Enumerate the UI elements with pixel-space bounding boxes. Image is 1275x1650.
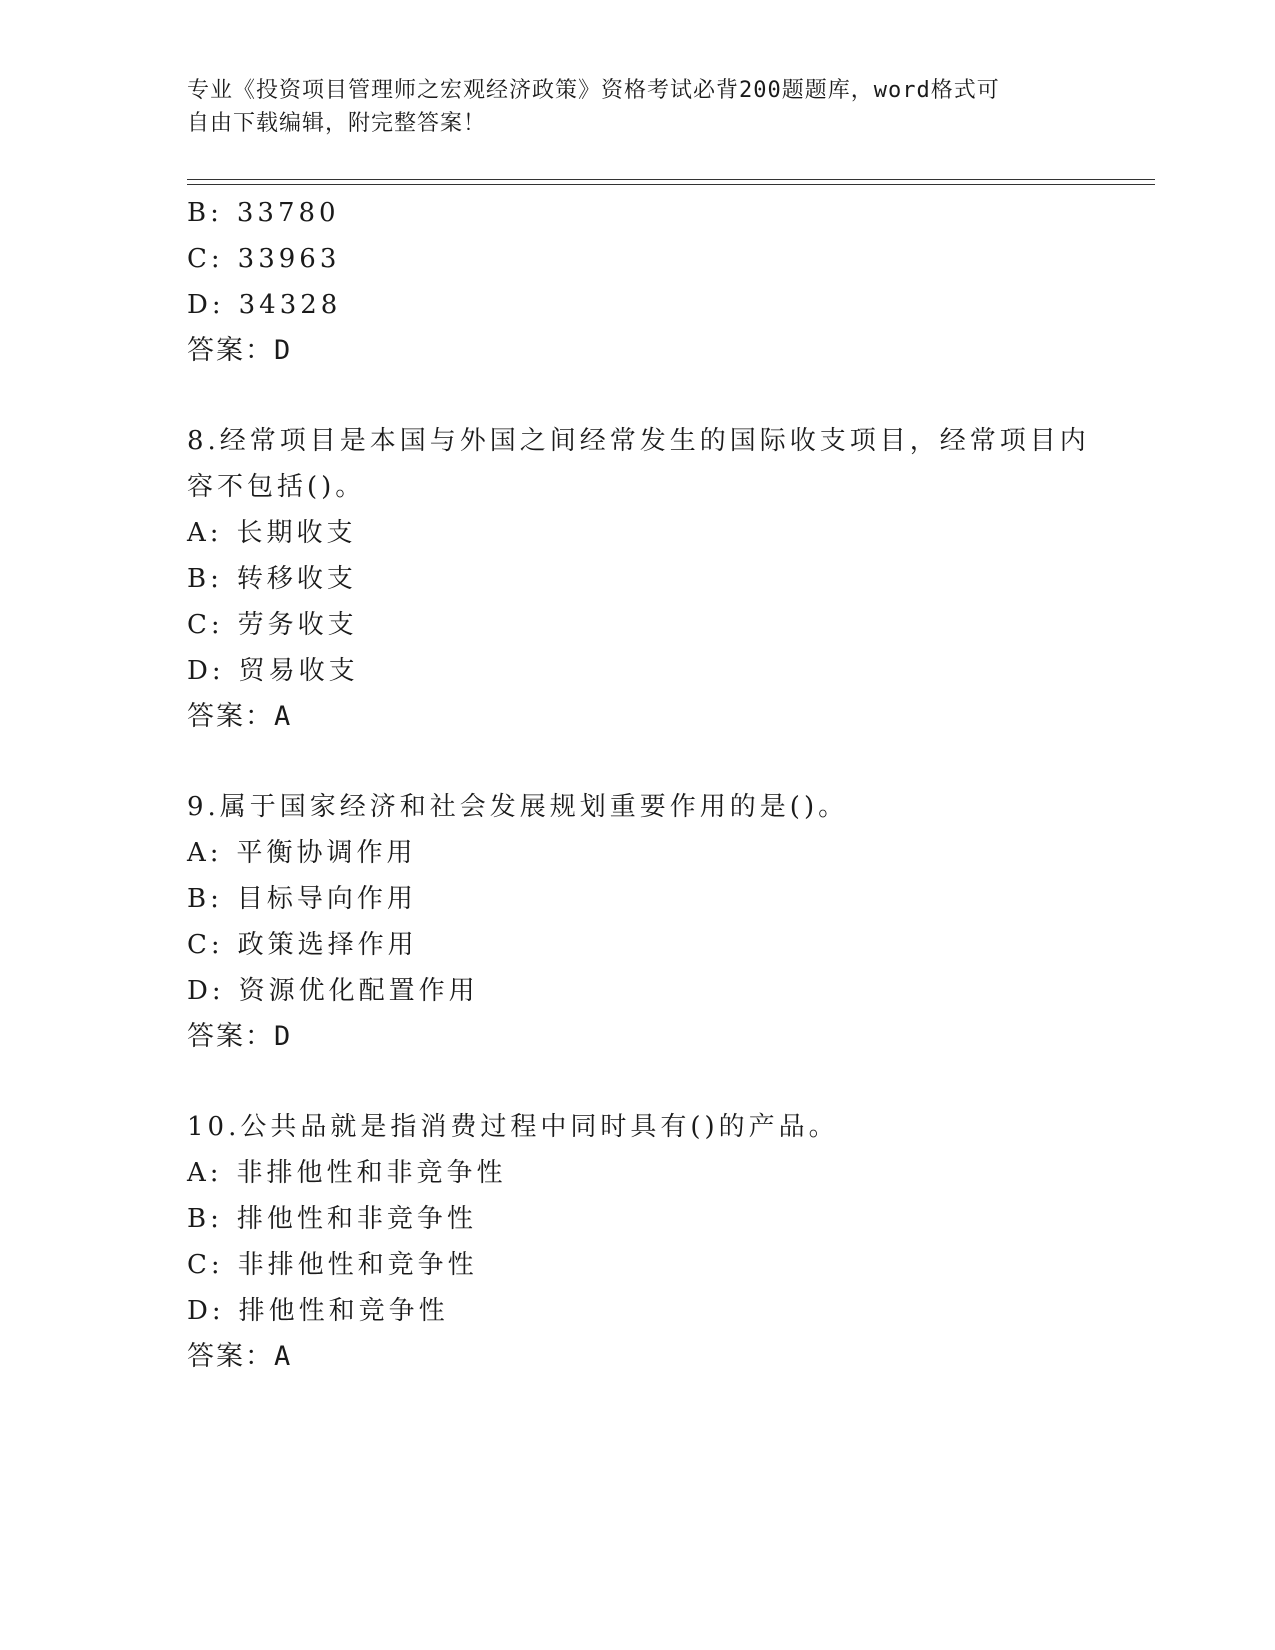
option-letter: A: <box>187 1158 223 1188</box>
option-letter: A: <box>187 838 223 868</box>
option-text: 平衡协调作用 <box>236 838 417 868</box>
option-letter: B: <box>187 884 223 914</box>
option-letter: B: <box>187 1204 223 1234</box>
option-text: 资源优化配置作用 <box>238 976 479 1006</box>
option-c <box>187 922 1087 968</box>
option-text: 贸易收支 <box>238 656 359 686</box>
answer-line: 答案：A <box>187 1341 293 1372</box>
option-b <box>187 190 1087 236</box>
question-stem-line-1: 9.属于国家经济和社会发展规划重要作用的是()。 <box>187 792 849 822</box>
header-line-2: 自由下载编辑，附完整答案！ <box>187 111 487 136</box>
document-header <box>187 74 1087 140</box>
option-letter: D: <box>187 976 225 1006</box>
option-text: 长期收支 <box>236 518 357 548</box>
option-letter: C: <box>187 244 224 274</box>
option-letter: C: <box>187 930 224 960</box>
answer-line: 答案：A <box>187 701 293 732</box>
option-text: 劳务收支 <box>237 610 358 640</box>
option-d <box>187 282 1087 328</box>
option-text: 目标导向作用 <box>236 884 417 914</box>
option-text: 转移收支 <box>236 564 357 594</box>
answer-line: 答案：D <box>187 335 293 366</box>
option-text: 33963 <box>237 244 341 274</box>
option-text: 排他性和非竞争性 <box>236 1204 477 1234</box>
header-divider-bottom <box>187 184 1155 185</box>
question-stem-line-1: 8.经常项目是本国与外国之间经常发生的国际收支项目，经常项目内 <box>187 426 1090 456</box>
option-b <box>187 1196 1087 1242</box>
question-list <box>187 190 1090 1380</box>
option-letter: C: <box>187 1250 224 1280</box>
option-text: 33780 <box>236 198 340 228</box>
option-text: 非排他性和竞争性 <box>237 1250 478 1280</box>
option-d <box>187 648 1087 694</box>
question-7-continued <box>187 190 1087 374</box>
option-a <box>187 1150 1087 1196</box>
option-text: 34328 <box>238 290 342 320</box>
header-line-1: 专业《投资项目管理师之宏观经济政策》资格考试必背200题题库，word格式可 <box>187 78 1000 103</box>
question-stem-line-1: 10.公共品就是指消费过程中同时具有()的产品。 <box>187 1112 839 1142</box>
option-c <box>187 602 1087 648</box>
question-9 <box>187 784 1087 1060</box>
option-b <box>187 876 1087 922</box>
answer-line: 答案：D <box>187 1021 293 1052</box>
option-d <box>187 1288 1087 1334</box>
option-letter: B: <box>187 198 223 228</box>
option-text: 排他性和竞争性 <box>238 1296 449 1326</box>
question-8 <box>187 418 1090 740</box>
option-letter: D: <box>187 656 225 686</box>
option-b <box>187 556 1087 602</box>
option-a <box>187 830 1087 876</box>
option-text: 非排他性和非竞争性 <box>236 1158 507 1188</box>
option-c <box>187 236 1087 282</box>
header-divider-top <box>187 179 1155 180</box>
option-text: 政策选择作用 <box>237 930 418 960</box>
option-letter: A: <box>187 518 223 548</box>
option-letter: B: <box>187 564 223 594</box>
option-letter: D: <box>187 290 225 320</box>
question-stem-line-2: 容不包括()。 <box>187 472 366 502</box>
option-a <box>187 510 1087 556</box>
option-c <box>187 1242 1087 1288</box>
option-d <box>187 968 1087 1014</box>
option-letter: C: <box>187 610 224 640</box>
question-10 <box>187 1104 1087 1380</box>
option-letter: D: <box>187 1296 225 1326</box>
